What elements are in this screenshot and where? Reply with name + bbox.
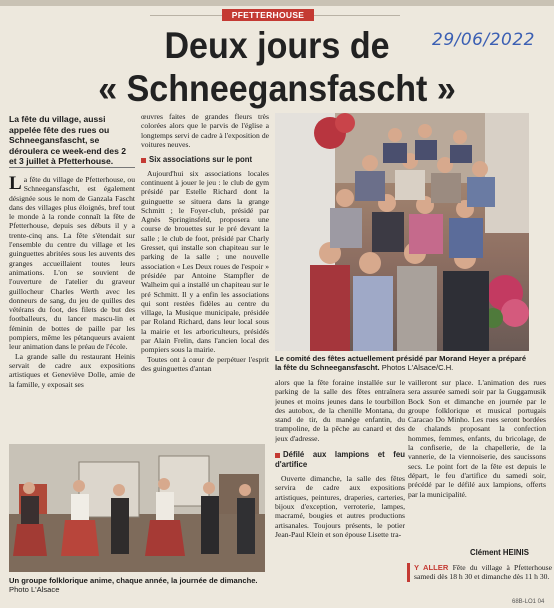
column-1-paragraph-2: La grande salle du restaurant Heinis servait de cadre aux expositions artistiques et Geneviève Dolle, amie de la famille, y exposait ses [9, 351, 135, 389]
headline-line-2: « Schneegansfascht » [98, 68, 456, 109]
bullet-square-icon [275, 453, 280, 458]
committee-photo-illustration [275, 113, 529, 351]
subhead-associations: Six associations sur le pont [141, 155, 269, 165]
lead-paragraph: La fête du village, aussi appelée fête des rues ou Schneegansfascht, se déroulera ce week-end des 2 et 3 juillet à Pfetterhouse. [9, 114, 127, 167]
page-edge [0, 0, 554, 6]
column-1-paragraph-1: La fête du village de Pfetterhouse, ou Schneegansfascht, est également désignée sous le nom de Ganzala Fascht dans des villages plus éloignés, bref tout le monde à la ronde connaît la fête de Pfetterhouse, depuis ses débuts il y a trente-cinq ans. La fête s'étendait sur l'ensemble du centre du village et les guinguettes abritées sous les auvents des granges accueillaient toutes leurs animations. L'on se souvient de l'ouverture de l'atelier du graveur guillocheur Charles Werth avec les donneurs de sang, du jeu de quilles des vétérans du foot, des filets de but des footballeurs, du lancer mascu-lin et féminin de bottes de paille par les pompiers, même les pétanqueurs avaient leur animation dans le préau de l'école. [9, 175, 135, 352]
committee-group-photo [275, 113, 529, 351]
column-2-paragraph-2: Aujourd'hui six associations locales continuent à jouer le jeu : le club de gym présidé par Estelle Richard dont la guinguette se situera dans la grange Schmitt ; le Foyer-club, présidé par Agnès Springinsfeld, proposera une course de brouettes sur le pré devant la salle ; le club de foot, présidé par Charly Gresset, qui installe son chapiteau sur le parking de la salle ; une nouvelle association « Les Deux roues de l'espoir » présidée par Antoine Stampfler de Walheim qui a installé un chapiteau sur le pré Schmitt. Il y a enfin les associations qui sont restées fidèles au centre du village, la Musique municipale, présidée par Roland Richard, dans leur local sous la mairie et les arboriculteurs, présidés par Alain Frelin, dans l'ancien local des pompiers sous la mairie. [141, 168, 269, 355]
column-2 [141, 112, 269, 442]
column-4-paragraph-1: vailleront sur place. L'animation des rues sera assurée samedi soir par la Guggamusik Bock Son et dimanche en journée par le groupe folklorique et musical portugais Caracao Do Minho. Les rues seront bordées de chalands proposant la confection hommes, femmes, enfants, du bricolage, de la confiserie, de la chapellerie, de la vannerie, de la viennoiserie, des saucissons secs. Le point fort de la fête est depuis le départ, le feu d'artifice du samedi soir, précédé par le défilé aux lampions, offerts par la municipalité. [408, 378, 546, 499]
info-text: Fête du village à Pfetterhouse samedi dès 18 h 30 et dimanche dès 11 h 30. [414, 563, 552, 582]
drop-cap: L [9, 175, 22, 194]
column-2-paragraph-1: œuvres faites de grandes fleurs très colorées alors que le parvis de l'église a longtemps servi de cadre à l'exposition de voitures neuves. [141, 112, 269, 149]
column-4 [408, 378, 546, 550]
handwritten-date: 29/06/2022 [432, 30, 535, 50]
headline [59, 24, 495, 110]
bullet-square-icon [141, 158, 146, 163]
folk-photo-illustration [9, 444, 265, 572]
caption-committee-photo: Le comité des fêtes actuellement présidé par Morand Heyer a préparé la fête du Schneegansfascht. Photos L'Alsace/C.H. [275, 354, 527, 373]
subhead-defile: Défilé aux lampions et feu d'artifice [275, 450, 405, 469]
section-rubric: PFETTERHOUSE [222, 9, 314, 21]
column-3 [275, 378, 405, 600]
column-2-paragraph-3: Toutes ont à cœur de perpétuer l'esprit des guinguettes d'antan [141, 354, 269, 373]
author-signature: Clément HEINIS [470, 548, 529, 557]
info-label: Y ALLER [414, 563, 449, 572]
photo-credit-2: Photo L'Alsace [9, 585, 60, 595]
column-1 [9, 175, 135, 441]
headline-line-1: Deux jours de [164, 25, 390, 66]
page-reference: 68B-LO1 04 [512, 599, 545, 605]
folk-group-photo [9, 444, 265, 572]
lead-divider [9, 167, 135, 168]
column-3-paragraph-2: Ouverte dimanche, la salle des fêtes servira de cadre aux expositions artistiques, peintures, draperies, carteries, bijoux d'exception, verroterie, lampes, macramé, bougies et autres productions artisanales. Toujours présents, le potier Jean-Paul Klein et son épouse Lisette tra- [275, 474, 405, 539]
practical-info-box [407, 563, 552, 582]
column-3-paragraph-1: alors que la fête foraine installée sur le parking de la salle des fêtes entraînera jeunes et moins jeunes dans le tourbillon des autobox, de la chenille Montana, du stand de tir, du manège enfantin, du trampoline, de la pêche au canard et des jeux d'adresse. [275, 378, 405, 443]
caption-folk-photo: Un groupe folklorique anime, chaque année, la journée de dimanche. Photo L'Alsace [9, 576, 258, 595]
photo-credit-1: Photos L'Alsace/C.H. [381, 363, 454, 373]
